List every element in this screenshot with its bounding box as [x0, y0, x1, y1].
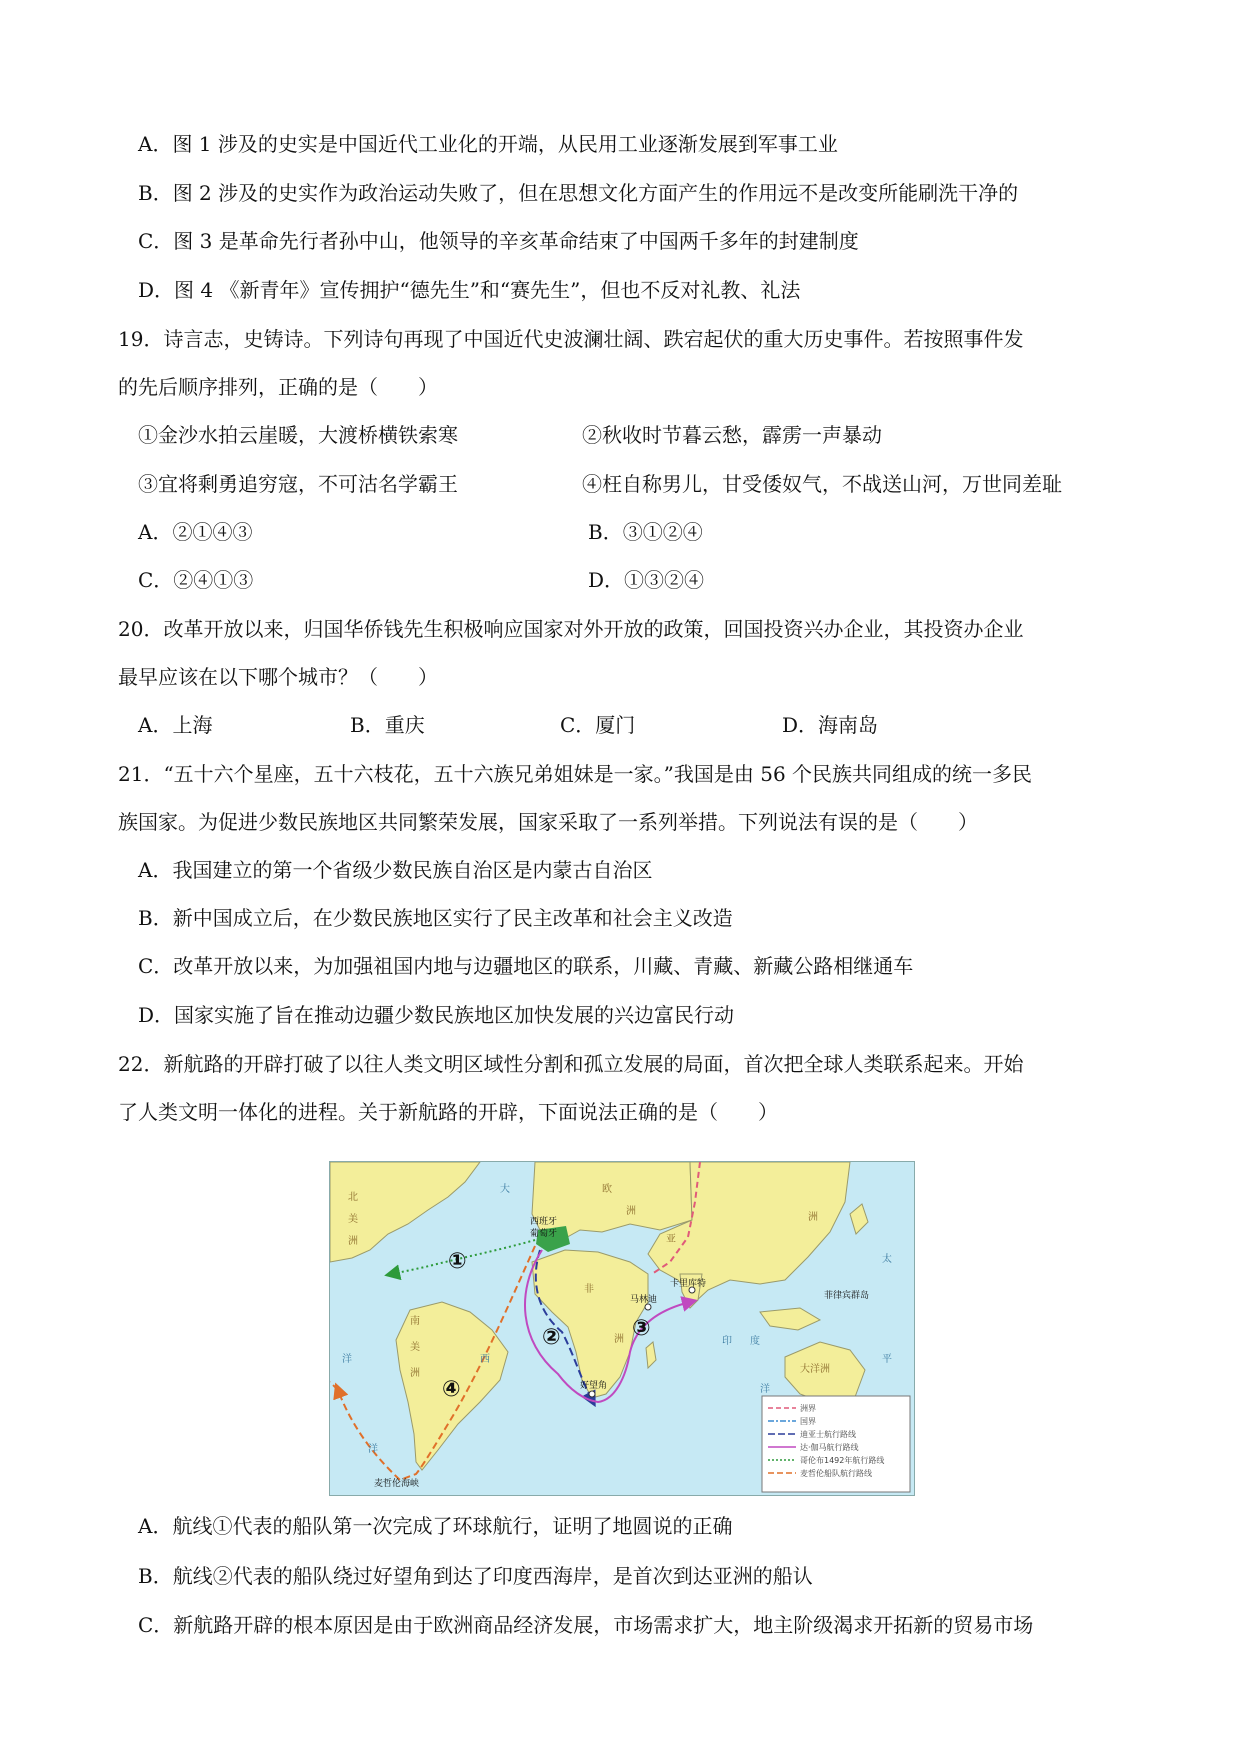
- new-sea-routes-map: [329, 1161, 915, 1496]
- q22-stem-cont: 了人类文明一体化的进程。关于新航路的开辟，下面说法正确的是（ ）: [118, 1100, 778, 1124]
- legend-da-gama-route: 达·伽马航行路线: [800, 1443, 859, 1452]
- q21-stem: 21．“五十六个星座，五十六枝花，五十六族兄弟姐妹是一家。”我国是由 56 个民族共同组成的统一多民: [118, 762, 1033, 786]
- label-europe-2: 洲: [626, 1206, 636, 1217]
- legend-country-border: 国界: [800, 1417, 816, 1426]
- label-spain: 西班牙: [530, 1217, 558, 1227]
- q19-poem-4: ④枉自称男儿，甘受倭奴气，不战送山河，万世同差耻: [582, 472, 1062, 496]
- q19-stem-cont: 的先后顺序排列，正确的是（ ）: [118, 375, 438, 399]
- label-south-america-2: 美: [410, 1342, 420, 1353]
- label-cape: 好望角: [580, 1381, 608, 1391]
- label-ocean-a: 大: [500, 1184, 510, 1195]
- route-marker-2: [542, 1325, 561, 1350]
- label-malindi: 马林迪: [630, 1295, 658, 1305]
- label-north-america-1: 北: [348, 1192, 358, 1203]
- label-north-america-3: 洲: [348, 1236, 358, 1247]
- q20-stem: 20．改革开放以来，归国华侨钱先生积极响应国家对外开放的政策，回国投资兴办企业，其投资办企业: [118, 617, 1024, 641]
- q22-option-c: C．新航路开辟的根本原因是由于欧洲商品经济发展，市场需求扩大，地主阶级渴求开拓新的贸易市场: [138, 1613, 1034, 1637]
- q21-option-a: A．我国建立的第一个省级少数民族自治区是内蒙古自治区: [138, 858, 653, 882]
- q21-option-d: D．国家实施了旨在推动边疆少数民族地区加快发展的兴边富民行动: [138, 1003, 735, 1027]
- q18-option-b: B．图 2 涉及的史实作为政治运动失败了，但在思想文化方面产生的作用远不是改变所能刷洗干净的: [138, 181, 1019, 205]
- cape-dot: [589, 1391, 595, 1397]
- q19-poem-2: ②秋收时节暮云愁，霹雳一声暴动: [582, 423, 882, 447]
- q21-stem-cont: 族国家。为促进少数民族地区共同繁荣发展，国家采取了一系列举措。下列说法有误的是（ ）: [118, 810, 978, 834]
- label-ocean-d: 印: [722, 1336, 732, 1347]
- label-ocean-h: 平: [882, 1354, 892, 1365]
- label-ocean-i: 洋: [342, 1354, 352, 1365]
- q19-poem-1: ①金沙水拍云崖暖，大渡桥横铁索寒: [138, 423, 458, 447]
- svg-text:③: ③: [632, 1316, 651, 1341]
- q19-stem: 19．诗言志，史铸诗。下列诗句再现了中国近代史波澜壮阔、跌宕起伏的重大历史事件。若按照事件发: [118, 327, 1024, 351]
- label-europe-1: 欧: [602, 1184, 612, 1195]
- q22-option-b: B．航线②代表的船队绕过好望角到达了印度西海岸，是首次到达亚洲的船认: [138, 1564, 813, 1588]
- label-calicut: 卡里库特: [670, 1279, 707, 1289]
- route-marker-3: [632, 1316, 651, 1341]
- q19-option-b: B．③①②④: [588, 520, 703, 544]
- legend-magellan-route: 麦哲伦船队航行路线: [800, 1469, 872, 1478]
- label-south-america-3: 洲: [410, 1368, 420, 1379]
- q20-option-b: B．重庆: [350, 713, 425, 737]
- label-asia-1: 亚: [666, 1234, 676, 1245]
- label-ocean-c: 洋: [368, 1444, 378, 1455]
- label-philippines: 菲律宾群岛: [824, 1291, 870, 1301]
- label-south-america-1: 南: [410, 1316, 420, 1327]
- label-africa-2: 洲: [614, 1334, 624, 1345]
- label-ocean-f: 洋: [760, 1384, 770, 1395]
- map-legend: [762, 1396, 910, 1492]
- q19-poem-3: ③宜将剩勇追穷寇，不可沽名学霸王: [138, 472, 458, 496]
- q18-option-c: C．图 3 是革命先行者孙中山，他领导的辛亥革命结束了中国两千多年的封建制度: [138, 229, 859, 253]
- label-ocean-e: 度: [750, 1336, 760, 1347]
- label-ocean-b: 西: [480, 1354, 490, 1365]
- route-marker-4: [442, 1377, 461, 1402]
- legend-columbus-route: 哥伦布1492年航行路线: [800, 1456, 885, 1465]
- q20-option-a: A．上海: [138, 713, 213, 737]
- route-marker-1: [448, 1249, 467, 1274]
- q19-option-a: A．②①④③: [138, 520, 253, 544]
- legend-dias-route: 迪亚士航行路线: [800, 1430, 856, 1439]
- q20-option-c: C．厦门: [560, 713, 636, 737]
- label-magellan-strait: 麦哲伦海峡: [374, 1479, 420, 1489]
- q21-option-c: C．改革开放以来，为加强祖国内地与边疆地区的联系，川藏、青藏、新藏公路相继通车: [138, 954, 914, 978]
- svg-text:②: ②: [542, 1325, 561, 1350]
- svg-text:①: ①: [448, 1249, 467, 1274]
- label-portugal: 葡萄牙: [530, 1229, 558, 1239]
- q20-option-d: D．海南岛: [782, 713, 879, 737]
- label-oceania: 大洋洲: [800, 1364, 830, 1375]
- q18-option-a: A．图 1 涉及的史实是中国近代工业化的开端，从民用工业逐渐发展到军事工业: [138, 132, 838, 156]
- legend-continent-border: 洲界: [800, 1404, 816, 1413]
- q19-option-c: C．②④①③: [138, 568, 254, 592]
- q18-option-d: D．图 4 《新青年》宣传拥护“德先生”和“赛先生”，但也不反对礼教、礼法: [138, 278, 801, 302]
- q21-option-b: B．新中国成立后，在少数民族地区实行了民主改革和社会主义改造: [138, 906, 733, 930]
- svg-text:④: ④: [442, 1377, 461, 1402]
- label-north-america-2: 美: [348, 1214, 358, 1225]
- q20-stem-cont: 最早应该在以下哪个城市？（ ）: [118, 665, 438, 689]
- label-africa-1: 非: [584, 1284, 594, 1295]
- q22-option-a: A．航线①代表的船队第一次完成了环球航行，证明了地圆说的正确: [138, 1514, 733, 1538]
- label-asia-2: 洲: [808, 1212, 818, 1223]
- q22-stem: 22．新航路的开辟打破了以往人类文明区域性分割和孤立发展的局面，首次把全球人类联系起来。开始: [118, 1052, 1024, 1076]
- q19-option-d: D．①③②④: [588, 568, 705, 592]
- label-ocean-g: 太: [882, 1254, 892, 1265]
